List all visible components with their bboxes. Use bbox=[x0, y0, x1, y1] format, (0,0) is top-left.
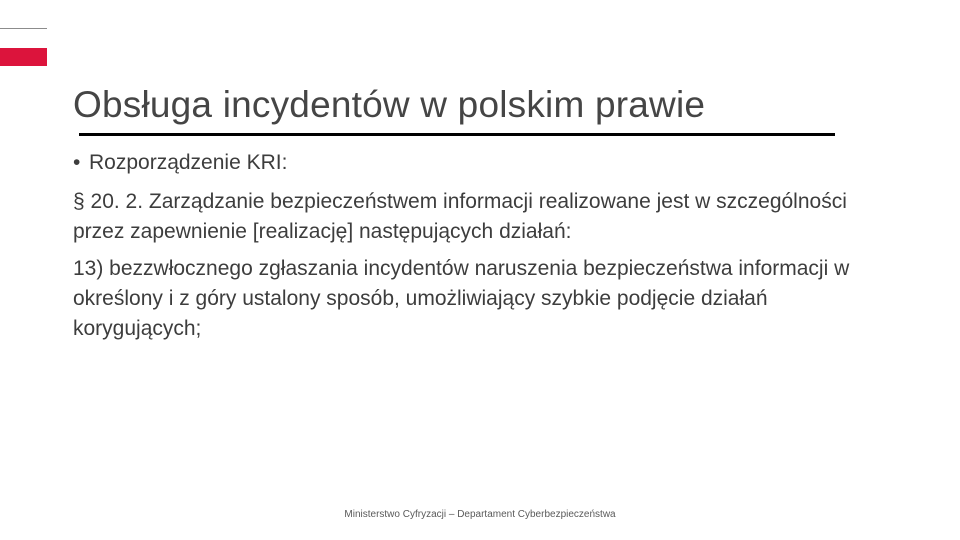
bullet-icon: • bbox=[73, 151, 81, 174]
slide-body bbox=[73, 148, 893, 351]
title-divider bbox=[79, 133, 835, 136]
slide-title: Obsługa incydentów w polskim prawie bbox=[73, 83, 706, 125]
flag-white-stripe-line bbox=[0, 28, 47, 29]
bullet-item bbox=[73, 148, 893, 178]
bullet-text: Rozporządzenie KRI: bbox=[89, 151, 288, 174]
slide-footer: Ministerstwo Cyfryzacji – Departament Cyberbezpieczeństwa bbox=[344, 509, 616, 520]
paragraph-section-20: § 20. 2. Zarządzanie bezpieczeństwem informacji realizowane jest w szczególności przez zapewnienie [realizację] następujących działań: bbox=[73, 190, 847, 243]
flag-red-stripe bbox=[0, 48, 47, 66]
paragraph-point-13: 13) bezzwłocznego zgłaszania incydentów naruszenia bezpieczeństwa informacji w określony i z góry ustalony sposób, umożliwiający szybkie podjęcie działań korygujących; bbox=[73, 257, 850, 340]
